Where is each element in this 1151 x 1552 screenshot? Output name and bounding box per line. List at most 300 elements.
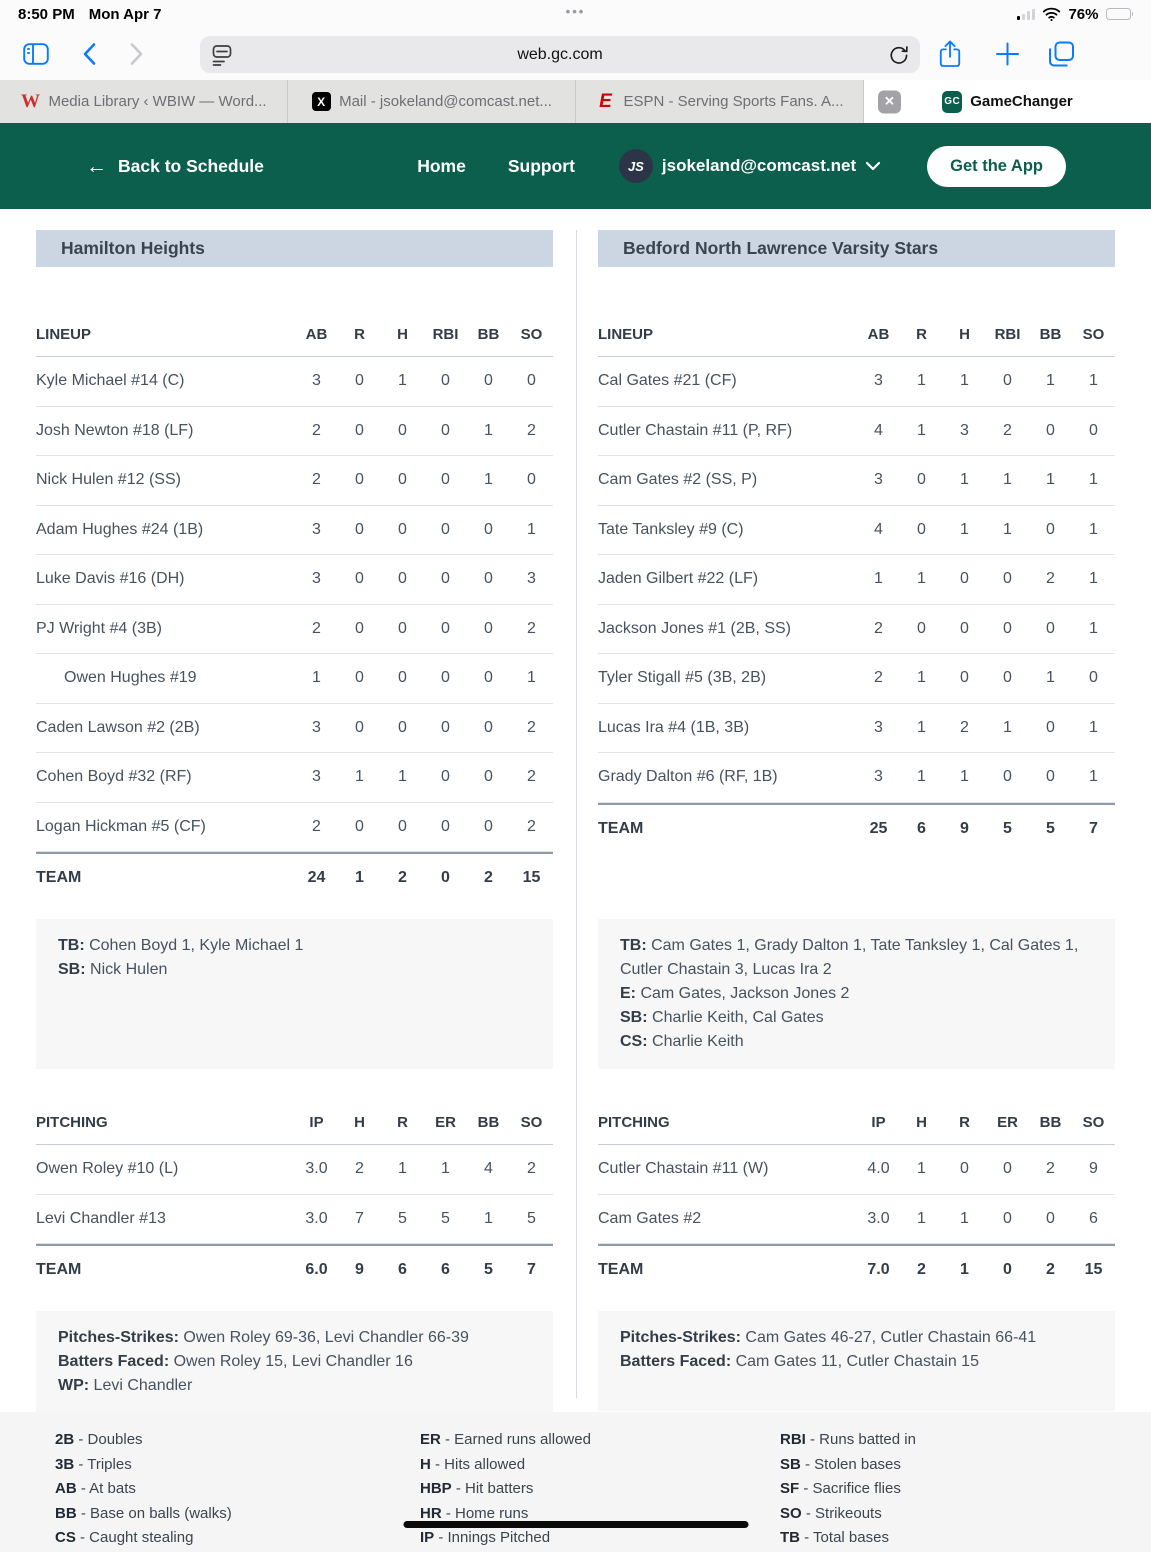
column-header: R	[959, 1114, 970, 1131]
stat-value: 2	[527, 718, 536, 736]
legend-entry: SO - Strikeouts	[780, 1504, 882, 1522]
team-stat-value: 7	[1089, 819, 1098, 837]
stat-value: 1	[527, 669, 536, 687]
stat-value: 7	[355, 1209, 364, 1227]
player-name: Caden Lawson #2 (2B)	[36, 718, 200, 736]
pitching-row	[598, 1145, 1115, 1195]
note-label: Pitches-Strikes:	[58, 1329, 179, 1346]
stat-value: 2	[1046, 570, 1055, 588]
pitching-row	[36, 1195, 553, 1245]
sidebar-toggle-button[interactable]	[23, 43, 49, 65]
column-header: RBI	[432, 326, 459, 343]
stat-legend	[0, 1412, 1151, 1552]
player-name: Cam Gates #2	[598, 1209, 702, 1227]
stat-value: 0	[441, 471, 450, 489]
column-header: BB	[477, 1114, 500, 1131]
stat-value: 0	[1089, 421, 1098, 439]
stat-value: 0	[917, 471, 926, 489]
stat-value: 4	[874, 520, 883, 538]
note-label: TB:	[620, 937, 647, 954]
pitching-team-row	[598, 1244, 1115, 1294]
nav-link-home[interactable]: Home	[417, 155, 466, 176]
chevron-left-icon	[82, 43, 96, 66]
column-header: AB	[867, 326, 890, 343]
stat-value: 3	[312, 520, 321, 538]
note-line: SB: Charlie Keith, Cal Gates	[620, 1009, 824, 1026]
note-label: SB:	[620, 1009, 648, 1026]
stat-value: 1	[355, 768, 364, 786]
stat-value: 0	[960, 570, 969, 588]
legend-entry: HBP - Hit batters	[420, 1480, 534, 1497]
stat-value: 5	[441, 1209, 450, 1227]
wifi-icon	[1042, 7, 1061, 21]
stat-value: 1	[398, 768, 407, 786]
stat-value: 3	[527, 570, 536, 588]
new-tab-button[interactable]	[995, 42, 1020, 67]
note-label: Pitches-Strikes:	[620, 1329, 741, 1346]
note-label: Batters Faced:	[620, 1353, 732, 1370]
avatar: JS	[619, 149, 653, 183]
sidebar-icon	[23, 43, 49, 65]
stat-value: 0	[441, 520, 450, 538]
stat-value: 0	[1003, 1160, 1012, 1178]
lineup-team-row	[598, 803, 1115, 853]
column-header: H	[397, 326, 408, 343]
player-name: Luke Davis #16 (DH)	[36, 570, 185, 588]
battery-icon	[1106, 8, 1134, 21]
stat-value: 0	[1046, 1209, 1055, 1227]
note-line: SB: Nick Hulen	[58, 961, 168, 978]
chevron-right-icon	[130, 43, 144, 66]
player-name: Lucas Ira #4 (1B, 3B)	[598, 718, 750, 736]
player-name: Josh Newton #18 (LF)	[36, 421, 194, 439]
pitching-row	[598, 1195, 1115, 1245]
stat-value: 3	[874, 768, 883, 786]
date: Mon Apr 7	[88, 5, 162, 23]
legend-column	[55, 1428, 232, 1551]
gamechanger-icon: GC	[942, 92, 962, 112]
tab-title: ESPN - Serving Sports Fans. A...	[623, 93, 844, 110]
player-name: Owen Hughes #19	[64, 669, 197, 687]
lineup-table	[36, 313, 553, 902]
team-stat-value: 9	[960, 819, 969, 837]
stat-value: 5	[398, 1209, 407, 1227]
back-to-schedule-link[interactable]	[86, 156, 264, 177]
player-name: Kyle Michael #14 (C)	[36, 372, 185, 390]
stat-value: 0	[1003, 619, 1012, 637]
team-stat-value: 5	[1003, 819, 1012, 837]
lineup-row	[598, 407, 1115, 457]
stat-value: 1	[917, 570, 926, 588]
forward-button[interactable]	[130, 43, 144, 66]
stat-value: 0	[441, 817, 450, 835]
lineup-notes	[598, 919, 1115, 1069]
stat-value: 2	[355, 1160, 364, 1178]
team-total-label: TEAM	[598, 1261, 644, 1278]
browser-chrome	[0, 0, 1151, 123]
tab-overview-button[interactable]	[1048, 41, 1075, 68]
player-name: Nick Hulen #12 (SS)	[36, 471, 181, 489]
stat-value: 2	[1046, 1160, 1055, 1178]
team-column-home	[598, 230, 1115, 1370]
team-total-label: TEAM	[36, 869, 82, 886]
tab-wordpress[interactable]	[0, 80, 288, 123]
stat-value: 0	[355, 570, 364, 588]
lineup-row	[598, 704, 1115, 754]
column-header: H	[354, 1114, 365, 1131]
box-score	[0, 209, 1151, 1412]
lineup-row	[598, 456, 1115, 506]
column-header: AB	[305, 326, 328, 343]
lineup-row	[598, 357, 1115, 407]
player-name: Cutler Chastain #11 (P, RF)	[598, 421, 793, 439]
pitching-row	[36, 1145, 553, 1195]
close-tab-icon[interactable]: ✕	[878, 90, 901, 113]
note-label: WP:	[58, 1377, 90, 1394]
pitching-notes	[598, 1311, 1115, 1411]
stat-value: 0	[441, 619, 450, 637]
get-the-app-button[interactable]: Get the App	[927, 146, 1066, 187]
player-name: Adam Hughes #24 (1B)	[36, 520, 204, 538]
stat-value: 2	[527, 1160, 536, 1178]
column-header: SO	[1082, 326, 1105, 343]
lineup-header-row	[598, 313, 1115, 357]
stat-value: 3	[874, 372, 883, 390]
column-header: ER	[435, 1114, 456, 1131]
stat-value: 1	[1003, 718, 1012, 736]
stat-value: 0	[355, 619, 364, 637]
player-name: Logan Hickman #5 (CF)	[36, 817, 206, 835]
team-stat-value: 25	[869, 819, 888, 837]
team-name: Bedford North Lawrence Varsity Stars	[598, 230, 1115, 267]
lineup-team-row	[36, 852, 553, 902]
legend-column	[420, 1428, 591, 1551]
stat-value: 0	[398, 619, 407, 637]
stat-value: 2	[960, 718, 969, 736]
stat-value: 0	[527, 471, 536, 489]
team-column-away	[36, 230, 553, 1394]
stat-value: 0	[355, 817, 364, 835]
stat-value: 0	[355, 718, 364, 736]
stat-value: 0	[1046, 520, 1055, 538]
espn-icon: E	[599, 90, 612, 112]
stat-value: 0	[960, 1160, 969, 1178]
x-mail-icon: X	[311, 92, 331, 112]
stat-value: 0	[441, 669, 450, 687]
player-name: PJ Wright #4 (3B)	[36, 619, 162, 637]
legend-entry: 2B - Doubles	[55, 1431, 143, 1448]
note-label: SB:	[58, 961, 86, 978]
stat-value: 0	[1003, 669, 1012, 687]
team-stat-value: 15	[522, 869, 541, 886]
clock: 8:50 PM	[18, 5, 75, 23]
lineup-row	[598, 506, 1115, 556]
legend-entry: IP - Innings Pitched	[420, 1529, 551, 1546]
player-name: Cal Gates #21 (CF)	[598, 372, 737, 390]
legend-entry: ER - Earned runs allowed	[420, 1431, 591, 1448]
column-header: IP	[309, 1114, 324, 1131]
stat-value: 1	[960, 520, 969, 538]
section-label: PITCHING	[36, 1114, 108, 1131]
stat-value: 0	[1003, 372, 1012, 390]
stat-value: 2	[312, 421, 321, 439]
team-stat-value: 24	[307, 869, 326, 886]
column-header: R	[916, 326, 927, 343]
note-line: TB: Cam Gates 1, Grady Dalton 1, Tate Tanksley 1, Cal Gates 1, Cutler Chastain 3, Lucas Ira 2	[620, 937, 1079, 978]
player-name: Owen Roley #10 (L)	[36, 1160, 179, 1178]
legend-entry: TB - Total bases	[780, 1529, 889, 1546]
stat-value: 1	[1089, 619, 1098, 637]
column-divider	[576, 230, 577, 1398]
stat-value: 1	[960, 768, 969, 786]
stat-value: 1	[484, 421, 493, 439]
share-icon	[938, 39, 962, 69]
pitching-team-row	[36, 1244, 553, 1294]
column-header: SO	[1082, 1114, 1105, 1131]
tab-bar	[0, 80, 1151, 123]
stat-value: 3	[874, 718, 883, 736]
stat-value: 1	[484, 1209, 493, 1227]
column-header: IP	[871, 1114, 886, 1131]
app-header	[0, 123, 1151, 209]
stat-value: 1	[917, 768, 926, 786]
stat-value: 0	[484, 619, 493, 637]
stat-value: 3	[960, 421, 969, 439]
stat-value: 0	[1046, 768, 1055, 786]
section-label: LINEUP	[598, 326, 654, 343]
team-total-label: TEAM	[598, 819, 644, 837]
stat-value: 1	[1003, 471, 1012, 489]
stat-value: 0	[484, 768, 493, 786]
account-menu[interactable]	[619, 149, 881, 183]
pitching-table	[36, 1101, 553, 1294]
stat-value: 0	[1046, 421, 1055, 439]
player-name: Tate Tanksley #9 (C)	[598, 520, 744, 538]
account-email: jsokeland@comcast.net	[661, 156, 857, 175]
stat-value: 0	[917, 619, 926, 637]
stat-value: 0	[355, 669, 364, 687]
team-stat-value: 15	[1084, 1261, 1103, 1278]
legend-entry: RBI - Runs batted in	[780, 1431, 916, 1448]
stat-value: 6	[1089, 1209, 1098, 1227]
legend-entry: BB - Base on balls (walks)	[55, 1504, 232, 1522]
team-stat-value: 5	[484, 1261, 493, 1278]
stat-value: 3.0	[867, 1209, 890, 1227]
stat-value: 2	[312, 471, 321, 489]
team-stat-value: 0	[441, 869, 450, 886]
stat-value: 0	[917, 520, 926, 538]
stat-value: 1	[398, 1160, 407, 1178]
tab-mail[interactable]	[288, 80, 576, 123]
status-ellipsis: •••	[565, 4, 586, 19]
stat-value: 1	[917, 372, 926, 390]
stat-value: 0	[484, 817, 493, 835]
stat-value: 1	[960, 1209, 969, 1227]
cellular-signal-icon	[1017, 8, 1035, 20]
note-line: CS: Charlie Keith	[620, 1033, 744, 1050]
stat-value: 1	[917, 421, 926, 439]
url-text: web.gc.com	[517, 45, 603, 63]
stat-value: 1	[874, 570, 883, 588]
note-line: Batters Faced: Cam Gates 11, Cutler Chastain 15	[620, 1353, 979, 1370]
column-header: R	[397, 1114, 408, 1131]
share-button[interactable]	[938, 39, 962, 69]
stat-value: 0	[960, 669, 969, 687]
nav-link-support[interactable]: Support	[507, 155, 575, 176]
stat-value: 0	[441, 372, 450, 390]
stat-value: 3.0	[305, 1160, 328, 1178]
player-name: Levi Chandler #13	[36, 1209, 166, 1227]
stat-value: 2	[312, 619, 321, 637]
stat-value: 0	[484, 520, 493, 538]
stat-value: 0	[441, 718, 450, 736]
stat-value: 3	[312, 768, 321, 786]
lineup-row	[598, 753, 1115, 803]
address-bar[interactable]	[200, 36, 920, 73]
stat-value: 0	[484, 570, 493, 588]
stat-value: 1	[1089, 471, 1098, 489]
lineup-header-row	[36, 313, 553, 357]
stat-value: 1	[398, 372, 407, 390]
pitching-header-row	[36, 1101, 553, 1145]
tab-title: GameChanger	[970, 93, 1073, 110]
stat-value: 0	[1003, 1209, 1012, 1227]
stat-value: 0	[355, 372, 364, 390]
stat-value: 1	[484, 471, 493, 489]
note-label: Batters Faced:	[58, 1353, 170, 1370]
column-header: SO	[520, 1114, 543, 1131]
stat-value: 0	[527, 372, 536, 390]
stat-value: 1	[917, 669, 926, 687]
stat-value: 2	[1003, 421, 1012, 439]
legend-entry: 3B - Triples	[55, 1455, 132, 1473]
lineup-row	[36, 407, 553, 457]
stat-value: 9	[1089, 1160, 1098, 1178]
pitching-table	[598, 1101, 1115, 1294]
note-line: TB: Cohen Boyd 1, Kyle Michael 1	[58, 937, 304, 954]
stat-value: 0	[441, 768, 450, 786]
lineup-row	[36, 506, 553, 556]
stat-value: 3	[312, 718, 321, 736]
tab-title: Mail - jsokeland@comcast.net...	[339, 93, 552, 110]
note-line: WP: Levi Chandler	[58, 1377, 193, 1394]
stat-value: 1	[917, 1209, 926, 1227]
note-line: Batters Faced: Owen Roley 15, Levi Chandler 16	[58, 1353, 413, 1370]
column-header: BB	[1039, 326, 1062, 343]
lineup-row	[36, 357, 553, 407]
stat-value: 0	[398, 570, 407, 588]
reload-icon[interactable]	[888, 44, 908, 66]
tab-title: Media Library ‹ WBIW — Word...	[48, 93, 267, 110]
column-header: R	[354, 326, 365, 343]
chevron-down-icon	[865, 161, 881, 171]
section-label: PITCHING	[598, 1114, 670, 1131]
team-stat-value: 2	[1046, 1261, 1055, 1278]
column-header: RBI	[994, 326, 1021, 343]
stat-value: 2	[527, 421, 536, 439]
team-stat-value: 0	[1003, 1261, 1012, 1278]
stat-value: 1	[960, 471, 969, 489]
stat-value: 0	[398, 471, 407, 489]
stat-value: 1	[1089, 718, 1098, 736]
stat-value: 3.0	[305, 1209, 328, 1227]
stat-value: 1	[1089, 520, 1098, 538]
legend-column	[780, 1428, 916, 1551]
player-name: Cutler Chastain #11 (W)	[598, 1160, 769, 1178]
stat-value: 0	[484, 718, 493, 736]
legend-entry: SB - Stolen bases	[780, 1455, 901, 1473]
team-stat-value: 2	[484, 869, 493, 886]
back-button[interactable]	[82, 43, 96, 66]
stat-value: 3	[312, 570, 321, 588]
team-stat-value: 6	[398, 1261, 407, 1278]
stat-value: 0	[398, 520, 407, 538]
team-total-label: TEAM	[36, 1261, 82, 1278]
team-stat-value: 1	[355, 869, 364, 886]
stat-value: 1	[1046, 669, 1055, 687]
tab-espn[interactable]	[576, 80, 864, 123]
stat-value: 2	[527, 619, 536, 637]
column-header: ER	[997, 1114, 1018, 1131]
stat-value: 2	[527, 768, 536, 786]
lineup-row	[36, 605, 553, 655]
back-arrow-icon: ←	[86, 154, 107, 178]
stat-value: 0	[1089, 669, 1098, 687]
lineup-row	[36, 456, 553, 506]
stat-value: 0	[398, 817, 407, 835]
stat-value: 0	[1046, 718, 1055, 736]
stat-value: 1	[312, 669, 321, 687]
plus-icon	[995, 42, 1020, 67]
team-stat-value: 7.0	[867, 1261, 890, 1278]
stat-value: 0	[484, 669, 493, 687]
tab-gamechanger[interactable]	[864, 80, 1151, 123]
note-line: Pitches-Strikes: Cam Gates 46-27, Cutler Chastain 66-41	[620, 1329, 1037, 1346]
lineup-row	[598, 654, 1115, 704]
team-stat-value: 6.0	[305, 1261, 328, 1278]
stat-value: 0	[355, 421, 364, 439]
player-name: Cohen Boyd #32 (RF)	[36, 768, 192, 786]
stat-value: 0	[398, 421, 407, 439]
lineup-row	[36, 654, 553, 704]
stat-value: 2	[874, 619, 883, 637]
note-label: TB:	[58, 937, 85, 954]
note-label: CS:	[620, 1033, 648, 1050]
home-indicator[interactable]	[403, 1521, 748, 1528]
lineup-row	[36, 803, 553, 853]
team-stat-value: 2	[917, 1261, 926, 1278]
stat-value: 0	[398, 718, 407, 736]
legend-entry: HR - Home runs	[420, 1504, 529, 1522]
team-stat-value: 1	[960, 1261, 969, 1278]
team-stat-value: 9	[355, 1261, 364, 1278]
stat-value: 1	[1089, 768, 1098, 786]
status-bar	[0, 0, 1151, 28]
team-stat-value: 2	[398, 869, 407, 886]
back-to-schedule-label: Back to Schedule	[118, 155, 264, 176]
stat-value: 4.0	[867, 1160, 890, 1178]
stat-value: 0	[355, 471, 364, 489]
stat-value: 0	[355, 520, 364, 538]
stat-value: 1	[1046, 471, 1055, 489]
lineup-row	[598, 555, 1115, 605]
player-name: Cam Gates #2 (SS, P)	[598, 471, 758, 489]
stat-value: 0	[960, 619, 969, 637]
stat-value: 1	[1089, 570, 1098, 588]
section-label: LINEUP	[36, 326, 92, 343]
pitching-header-row	[598, 1101, 1115, 1145]
lineup-row	[36, 753, 553, 803]
